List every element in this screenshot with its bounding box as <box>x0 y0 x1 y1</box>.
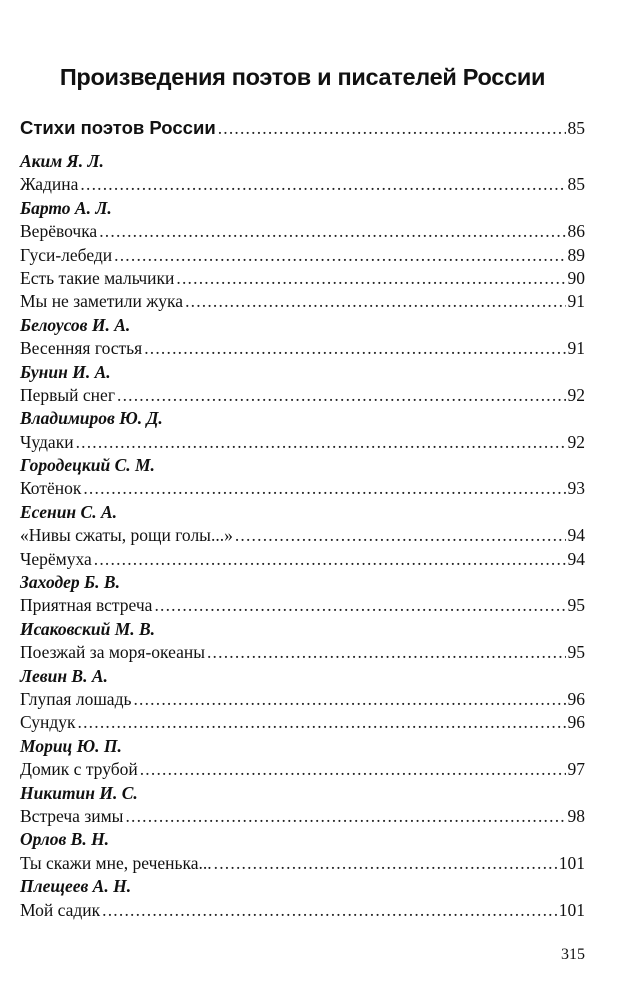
author-name: Есенин С. А. <box>20 501 117 522</box>
author-group <box>20 150 585 197</box>
toc-page <box>20 0 585 1000</box>
author-group <box>20 618 585 665</box>
toc-entry[interactable] <box>20 173 585 196</box>
work-title: Мой садик <box>20 899 101 920</box>
work-page: 101 <box>558 899 585 920</box>
author-name: Мориц Ю. П. <box>20 735 122 756</box>
leader-dots <box>78 711 566 734</box>
author-name: Никитин И. С. <box>20 782 138 803</box>
work-title: Чудаки <box>20 431 74 452</box>
leader-dots <box>94 548 566 571</box>
author-group <box>20 875 585 922</box>
leader-dots <box>114 244 565 267</box>
leader-dots <box>99 220 565 243</box>
author-group <box>20 197 585 314</box>
toc-entry[interactable] <box>20 384 585 407</box>
work-title: Жадина <box>20 174 79 195</box>
leader-dots <box>235 524 566 547</box>
toc-entry[interactable] <box>20 711 585 734</box>
leader-dots <box>117 384 566 407</box>
leader-dots <box>102 899 557 922</box>
toc-entry[interactable] <box>20 220 585 243</box>
work-title: Ты скажи мне, реченька... <box>20 852 212 873</box>
work-title: Мы не заметили жука <box>20 291 184 312</box>
toc-entry[interactable] <box>20 477 585 500</box>
author-group <box>20 735 585 782</box>
author-name: Городецкий С. М. <box>20 455 155 476</box>
toc-entry[interactable] <box>20 244 585 267</box>
work-title: Сундук <box>20 712 76 733</box>
author-name: Белоусов И. А. <box>20 314 131 335</box>
work-page: 96 <box>567 712 585 733</box>
author-name: Исаковский М. В. <box>20 618 156 639</box>
author-name: Бунин И. А. <box>20 361 111 382</box>
work-page: 91 <box>567 291 585 312</box>
leader-dots <box>133 688 565 711</box>
author-group <box>20 828 585 875</box>
work-page: 98 <box>567 805 585 826</box>
author-name: Орлов В. Н. <box>20 829 110 850</box>
toc-entry[interactable] <box>20 641 585 664</box>
work-title: Верёвочка <box>20 221 98 242</box>
author-group <box>20 454 585 501</box>
work-page: 94 <box>567 548 585 569</box>
leader-dots <box>83 477 565 500</box>
work-page: 91 <box>567 338 585 359</box>
work-title: Черёмуха <box>20 548 92 569</box>
author-group <box>20 361 585 408</box>
toc-entry[interactable] <box>20 899 585 922</box>
leader-dots <box>154 594 565 617</box>
toc-entry[interactable] <box>20 267 585 290</box>
work-page: 97 <box>567 759 585 780</box>
author-name: Заходер Б. В. <box>20 572 120 593</box>
leader-dots <box>76 431 566 454</box>
toc-entry[interactable] <box>20 431 585 454</box>
leader-dots <box>125 805 565 828</box>
toc-entry[interactable] <box>20 594 585 617</box>
work-title: Есть такие мальчики <box>20 267 175 288</box>
work-page: 89 <box>567 244 585 265</box>
leader-dots <box>218 115 566 141</box>
leader-dots <box>185 290 565 313</box>
work-page: 96 <box>567 688 585 709</box>
author-name: Левин В. А. <box>20 665 108 686</box>
page-title: Произведения поэтов и писателей России <box>59 64 546 90</box>
author-group <box>20 407 585 454</box>
leader-dots <box>214 852 557 875</box>
work-title: Гуси-лебеди <box>20 244 113 265</box>
author-group <box>20 571 585 618</box>
toc-entry[interactable] <box>20 290 585 313</box>
leader-dots <box>144 337 565 360</box>
work-page: 95 <box>567 595 585 616</box>
author-group <box>20 665 585 735</box>
table-of-contents <box>20 115 585 922</box>
toc-entry[interactable] <box>20 688 585 711</box>
work-page: 95 <box>567 642 585 663</box>
author-list <box>20 150 585 922</box>
toc-entry[interactable] <box>20 852 585 875</box>
work-title: Приятная встреча <box>20 595 153 616</box>
work-page: 85 <box>567 174 585 195</box>
work-title: Встреча зимы <box>20 805 124 826</box>
toc-entry[interactable] <box>20 805 585 828</box>
author-group <box>20 501 585 571</box>
work-title: Котёнок <box>20 478 82 499</box>
work-page: 101 <box>558 852 585 873</box>
work-page: 92 <box>567 431 585 452</box>
section-title: Стихи поэтов России <box>20 117 216 138</box>
author-name: Плещеев А. Н. <box>20 876 132 897</box>
work-title: Глупая лошадь <box>20 688 132 709</box>
toc-entry[interactable] <box>20 524 585 547</box>
author-name: Барто А. Л. <box>20 197 112 218</box>
toc-entry[interactable] <box>20 758 585 781</box>
work-page: 86 <box>567 221 585 242</box>
page-number: 315 <box>561 946 585 963</box>
leader-dots <box>207 641 566 664</box>
work-page: 93 <box>567 478 585 499</box>
work-title: Поезжай за моря-океаны <box>20 642 205 663</box>
toc-entry[interactable] <box>20 337 585 360</box>
section-page: 85 <box>567 118 585 138</box>
leader-dots <box>80 173 565 196</box>
author-name: Владимиров Ю. Д. <box>20 408 163 429</box>
leader-dots <box>176 267 565 290</box>
author-name: Аким Я. Л. <box>20 151 104 171</box>
author-group <box>20 314 585 361</box>
work-title: Первый снег <box>20 384 115 405</box>
author-group <box>20 782 585 829</box>
leader-dots <box>140 758 566 781</box>
work-page: 92 <box>567 384 585 405</box>
work-title: «Нивы сжаты, рощи голы...» <box>20 525 233 546</box>
toc-entry[interactable] <box>20 548 585 571</box>
work-title: Домик с трубой <box>20 759 138 780</box>
work-page: 94 <box>567 525 585 546</box>
work-title: Весенняя гостья <box>20 338 143 359</box>
section-heading[interactable] <box>20 115 585 141</box>
work-page: 90 <box>567 267 585 288</box>
